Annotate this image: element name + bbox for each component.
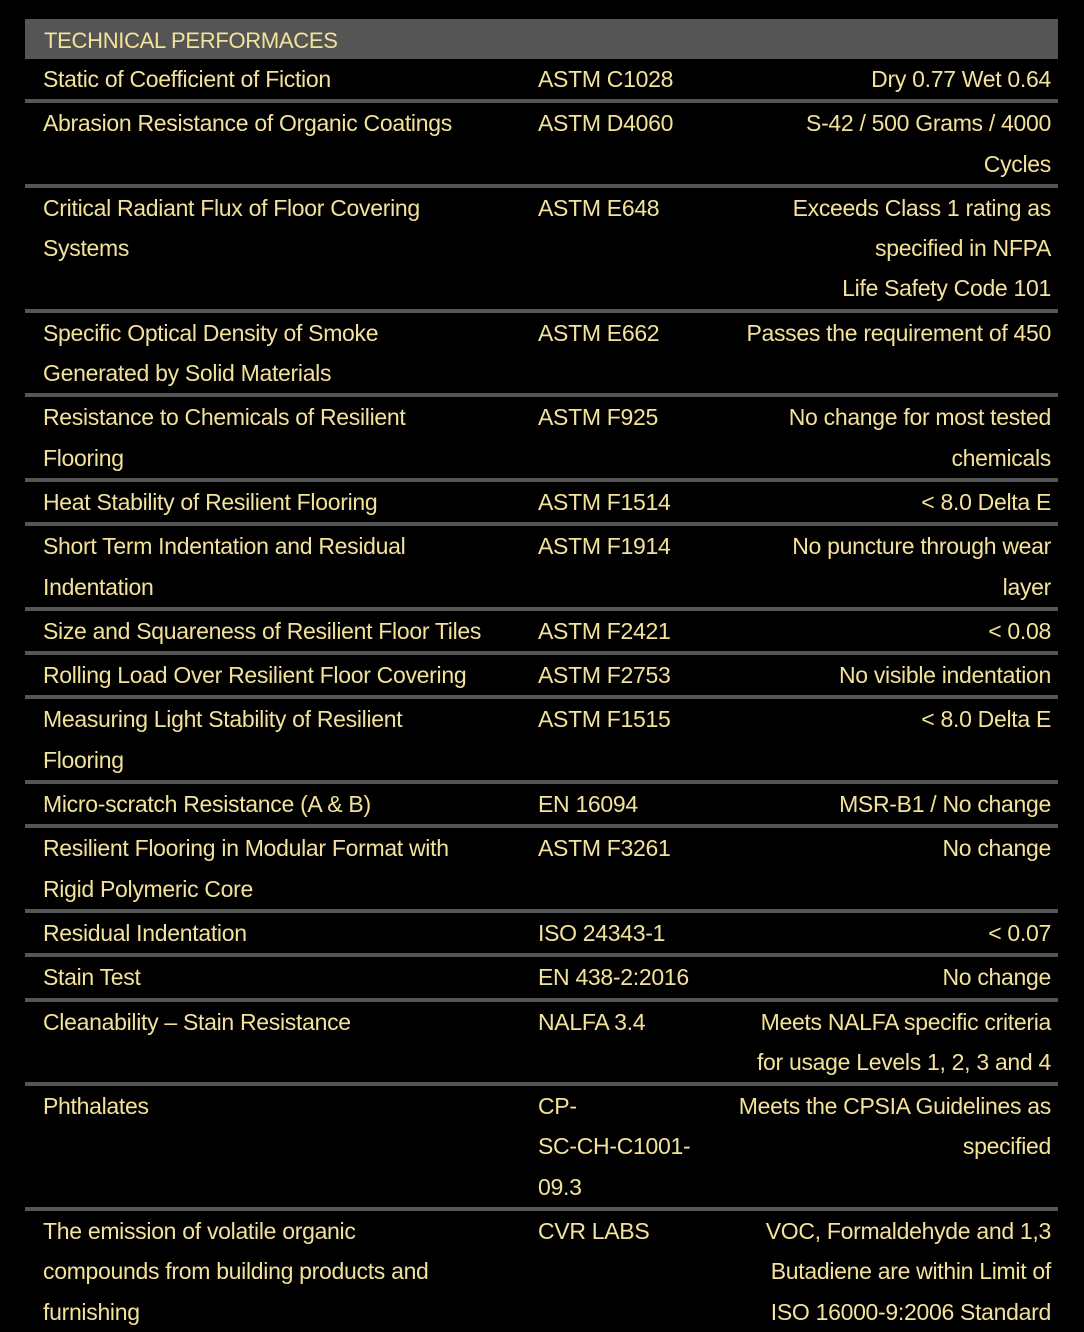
standard-cell-line: [538, 1251, 688, 1291]
property-cell-line: compounds from building products and: [43, 1258, 429, 1285]
result-cell-line: Exceeds Class 1 rating as: [792, 194, 1051, 221]
property-cell: [25, 611, 538, 651]
result-cell-line: [688, 740, 1051, 780]
property-cell-line: Systems: [43, 235, 130, 262]
property-cell-line: The emission of volatile organic: [43, 1218, 356, 1245]
result-cell-line: Meets the CPSIA Guidelines as: [738, 1093, 1051, 1120]
standard-cell: [538, 828, 688, 909]
result-cell-line: No puncture through wear: [792, 533, 1051, 560]
table-row: [25, 1002, 1058, 1087]
standard-cell-line: EN 438-2:2016: [538, 964, 689, 991]
property-cell-line: Size and Squareness of Resilient Floor Tiles: [43, 617, 482, 644]
result-cell-line: specified in NFPA: [875, 235, 1051, 262]
table-row: [25, 59, 1058, 103]
standard-cell-line: ASTM F2421: [538, 617, 671, 644]
standard-cell-line: [538, 268, 688, 308]
standard-cell-line: ASTM F2753: [538, 662, 671, 689]
property-cell-line: Residual Indentation: [43, 919, 247, 946]
table-row: [25, 784, 1058, 828]
standard-cell-line: SC-CH-C1001-: [538, 1133, 691, 1160]
result-cell-line: VOC, Formaldehyde and 1,3: [765, 1218, 1051, 1245]
standard-cell-line: ASTM F1515: [538, 706, 671, 733]
result-cell: [688, 188, 1051, 309]
property-cell: [25, 526, 538, 607]
property-cell-line: Heat Stability of Resilient Flooring: [43, 488, 378, 515]
property-cell-line: Stain Test: [43, 964, 141, 991]
property-cell-line: Resilient Flooring in Modular Format with: [43, 835, 449, 862]
result-cell-line: ISO 16000-9:2006 Standard: [770, 1298, 1051, 1325]
standard-cell: [538, 611, 688, 651]
standard-cell-line: ASTM F1514: [538, 488, 671, 515]
property-cell-line: Resistance to Chemicals of Resilient: [43, 404, 406, 431]
table-row: [25, 1211, 1058, 1332]
standard-cell-line: [538, 869, 688, 909]
result-cell-line: for usage Levels 1, 2, 3 and 4: [756, 1048, 1051, 1075]
property-cell-line: [43, 144, 538, 184]
result-cell: [688, 828, 1051, 909]
property-cell: [25, 913, 538, 953]
property-cell: [25, 103, 538, 184]
table-row: [25, 611, 1058, 655]
standard-cell: [538, 1211, 688, 1332]
result-cell: [688, 784, 1051, 824]
result-cell-line: Dry 0.77 Wet 0.64: [871, 66, 1051, 92]
result-cell-line: < 8.0 Delta E: [921, 706, 1051, 733]
standard-cell: [538, 482, 688, 522]
result-cell-line: [688, 869, 1051, 909]
result-cell-line: chemicals: [951, 444, 1051, 471]
result-cell: [688, 313, 1051, 394]
standard-cell-line: NALFA 3.4: [538, 1008, 646, 1035]
result-cell: [688, 397, 1051, 478]
property-cell-line: Abrasion Resistance of Organic Coatings: [43, 110, 452, 137]
property-cell-line: Short Term Indentation and Residual: [43, 533, 406, 560]
table-row: [25, 828, 1058, 913]
standard-cell-line: [538, 740, 688, 780]
property-cell-line: Phthalates: [43, 1093, 149, 1120]
property-cell-line: [43, 1042, 538, 1082]
property-cell-line: Micro-scratch Resistance (A & B): [43, 791, 371, 818]
table-row: [25, 397, 1058, 482]
result-cell: [688, 59, 1051, 99]
standard-cell-line: [538, 353, 688, 393]
result-cell-line: [688, 1167, 1051, 1207]
standard-cell: [538, 313, 688, 394]
property-cell-line: Static of Coefficient of Fiction: [43, 66, 331, 92]
property-cell-line: Rigid Polymeric Core: [43, 875, 254, 902]
property-cell-line: Flooring: [43, 444, 124, 471]
result-cell: [688, 957, 1051, 997]
result-cell-line: Cycles: [983, 150, 1051, 177]
result-cell-line: Passes the requirement of 450: [746, 319, 1051, 346]
result-cell: [688, 1211, 1051, 1332]
table-header: TECHNICAL PERFORMACES: [25, 19, 1058, 59]
result-cell: [688, 699, 1051, 780]
result-cell: [688, 655, 1051, 695]
property-cell-line: furnishing: [43, 1298, 140, 1325]
table-row: [25, 482, 1058, 526]
property-cell-line: Cleanability – Stain Resistance: [43, 1008, 351, 1035]
table-row: [25, 526, 1058, 611]
result-cell-line: Butadiene are within Limit of: [770, 1258, 1051, 1285]
standard-cell-line: EN 16094: [538, 791, 638, 818]
result-cell: [688, 103, 1051, 184]
table-row: [25, 1086, 1058, 1211]
standard-cell: [538, 526, 688, 607]
standard-cell: [538, 655, 688, 695]
result-cell-line: specified: [962, 1133, 1051, 1160]
result-cell-line: No change: [942, 964, 1051, 991]
standard-cell: [538, 1002, 688, 1083]
result-cell: [688, 913, 1051, 953]
property-cell-line: [43, 268, 538, 308]
result-cell: [688, 482, 1051, 522]
table-row: [25, 913, 1058, 957]
result-cell-line: < 0.08: [988, 617, 1051, 644]
standard-cell-line: ASTM F925: [538, 404, 659, 431]
table-body: [25, 59, 1058, 1332]
property-cell: [25, 482, 538, 522]
table-row: [25, 699, 1058, 784]
result-cell-line: Meets NALFA specific criteria: [760, 1008, 1051, 1035]
result-cell-line: No change: [942, 835, 1051, 862]
standard-cell-line: [538, 567, 688, 607]
result-cell: [688, 1086, 1051, 1207]
standard-cell-line: ASTM F1914: [538, 533, 671, 560]
property-cell-line: Generated by Solid Materials: [43, 360, 332, 387]
standard-cell: [538, 913, 688, 953]
technical-performances-table: [25, 19, 1058, 1332]
result-cell-line: No change for most tested: [788, 404, 1051, 431]
standard-cell-line: ASTM E662: [538, 319, 660, 346]
property-cell: [25, 313, 538, 394]
property-cell: [25, 784, 538, 824]
result-cell-line: S-42 / 500 Grams / 4000: [806, 110, 1051, 137]
property-cell: [25, 1086, 538, 1207]
property-cell: [25, 699, 538, 780]
property-cell: [25, 1211, 538, 1332]
standard-cell-line: [538, 228, 688, 268]
standard-cell: [538, 397, 688, 478]
standard-cell-line: 09.3: [538, 1173, 582, 1200]
property-cell: [25, 188, 538, 309]
standard-cell-line: ASTM F3261: [538, 835, 671, 862]
result-cell: [688, 611, 1051, 651]
standard-cell-line: ASTM C1028: [538, 66, 674, 92]
standard-cell-line: [538, 438, 688, 478]
result-cell: [688, 1002, 1051, 1083]
table-row: [25, 313, 1058, 398]
standard-cell: [538, 699, 688, 780]
standard-cell-line: ISO 24343-1: [538, 919, 666, 946]
standard-cell-line: CP-: [538, 1093, 577, 1120]
standard-cell-line: ASTM E648: [538, 194, 660, 221]
property-cell: [25, 1002, 538, 1083]
standard-cell: [538, 59, 688, 99]
property-cell-line: [43, 1126, 538, 1166]
standard-cell-line: [538, 144, 688, 184]
table-row: [25, 103, 1058, 188]
property-cell-line: Rolling Load Over Resilient Floor Covering: [43, 662, 467, 689]
table-row: [25, 957, 1058, 1001]
property-cell-line: Specific Optical Density of Smoke: [43, 319, 379, 346]
property-cell: [25, 957, 538, 997]
property-cell-line: [43, 1167, 538, 1207]
property-cell-line: Flooring: [43, 746, 124, 773]
result-cell-line: < 0.07: [988, 919, 1051, 946]
result-cell-line: No visible indentation: [838, 662, 1051, 689]
table-row: [25, 188, 1058, 313]
result-cell-line: MSR-B1 / No change: [839, 791, 1051, 818]
table-row: [25, 655, 1058, 699]
standard-cell-line: ASTM D4060: [538, 110, 674, 137]
property-cell: [25, 828, 538, 909]
standard-cell: [538, 784, 688, 824]
result-cell-line: [688, 353, 1051, 393]
property-cell: [25, 655, 538, 695]
standard-cell-line: [538, 1292, 688, 1332]
standard-cell-line: [538, 1042, 688, 1082]
standard-cell: [538, 188, 688, 309]
property-cell-line: Critical Radiant Flux of Floor Covering: [43, 194, 420, 221]
result-cell-line: layer: [1002, 573, 1051, 600]
result-cell-line: Life Safety Code 101: [842, 275, 1051, 302]
result-cell-line: < 8.0 Delta E: [921, 488, 1051, 515]
standard-cell: [538, 1086, 691, 1207]
standard-cell: [538, 103, 688, 184]
property-cell: [25, 59, 538, 99]
standard-cell: [538, 957, 688, 997]
property-cell: [25, 397, 538, 478]
property-cell-line: Indentation: [43, 573, 154, 600]
result-cell: [688, 526, 1051, 607]
standard-cell-line: CVR LABS: [538, 1218, 650, 1245]
property-cell-line: Measuring Light Stability of Resilient: [43, 706, 403, 733]
